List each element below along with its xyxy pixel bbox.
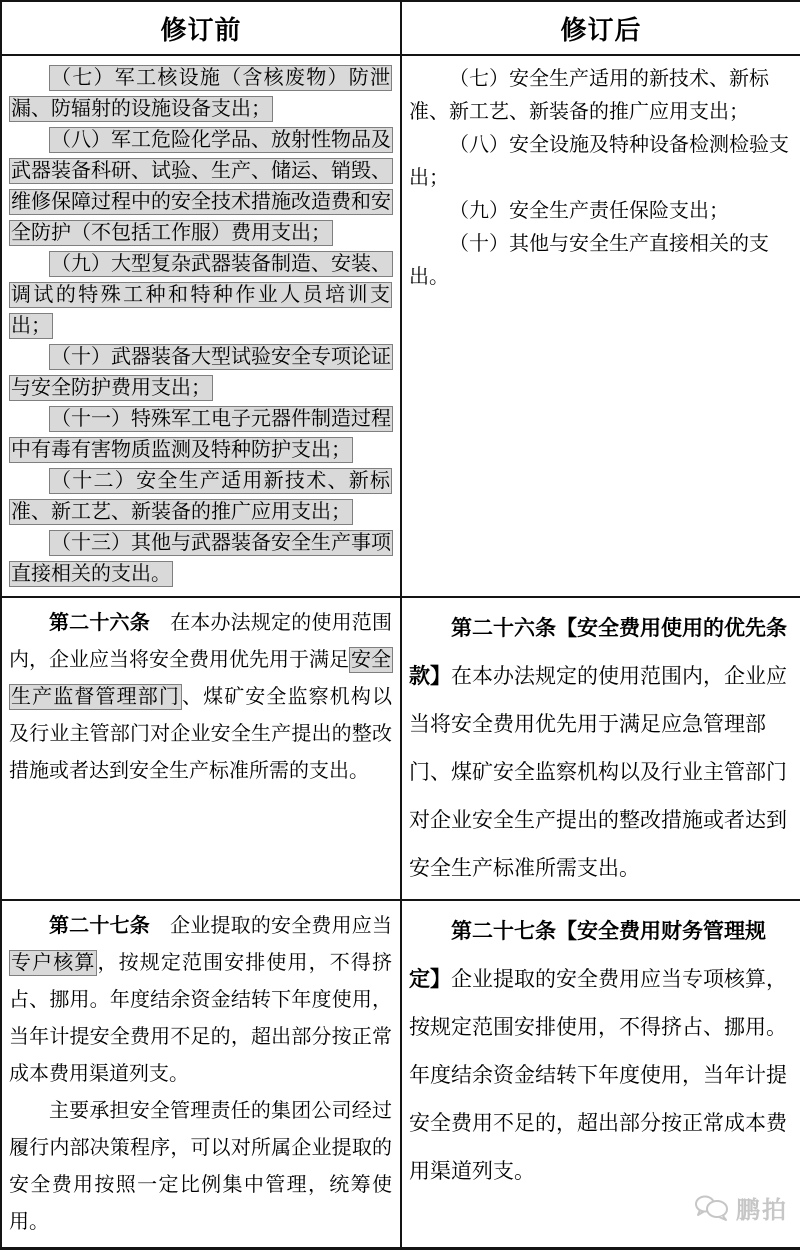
- paragraph: [409, 195, 792, 228]
- text-segment: 、煤矿安全监察机构以及行业主管部门对企业安全生产提出的整改措施或者达到安全生产标准所需的支出。: [9, 686, 393, 782]
- text-segment: ，按规定范围安排使用，不得挤占、挪用。年度结余资金结转下年度使用，当年计提安全费用不足的，超出部分按正常成本费用渠道列支。: [9, 952, 393, 1085]
- watermark-label: 鹏拍: [736, 1197, 788, 1224]
- paragraph: [409, 228, 792, 294]
- paragraph: [409, 63, 792, 129]
- text-segment: 在本办法规定的使用范围内，企业应当将安全费用优先用于满足: [9, 612, 392, 671]
- highlighted-text: （十二）安全生产适用新技术、新标准、新工艺、新装备的推广应用支出；: [11, 470, 390, 523]
- text-segment: （九）安全生产责任保险支出；: [449, 200, 729, 222]
- table-row: [1, 55, 800, 597]
- speech-bubbles-icon: [694, 1194, 730, 1222]
- text-segment: （八）安全设施及特种设备检测检验支出；: [409, 134, 789, 189]
- paragraph: [409, 129, 792, 195]
- highlighted-text: （十三）其他与武器装备安全生产事项直接相关的支出。: [11, 532, 391, 585]
- cell-row3-before: [1, 900, 401, 1249]
- highlighted-text: （八）军工危险化学品、放射性物品及武器装备科研、试验、生产、储运、销毁、维修保障过程中的安全技术措施改造费和安全防护（不包括工作服）费用支出；: [11, 129, 391, 244]
- paragraph: [9, 605, 392, 790]
- highlighted-text: （七）军工核设施（含核废物）防泄漏、防辐射的设施设备支出；: [11, 67, 390, 120]
- cell-row1-after: [401, 55, 800, 597]
- text-segment: 在本办法规定的使用范围内，企业应当将安全费用优先用于满足应急管理部门、煤矿安全监察机构以及行业主管部门对企业安全生产提出的整改措施或者达到安全生产标准所需支出。: [409, 665, 787, 880]
- paragraph: [409, 908, 792, 1196]
- paragraph: [9, 404, 392, 466]
- text-segment: 企业提取的安全费用应当: [149, 915, 392, 937]
- cell-row2-before: [1, 597, 401, 900]
- text-segment: （七）安全生产适用的新技术、新标准、新工艺、新装备的推广应用支出；: [409, 68, 769, 123]
- text-segment: 第二十六条: [49, 612, 150, 634]
- cell-row1-before: [1, 55, 401, 597]
- paragraph: [9, 908, 392, 1093]
- column-header-after: 修订后: [401, 1, 800, 55]
- text-segment: （十）其他与安全生产直接相关的支出。: [409, 233, 769, 288]
- paragraph: [9, 342, 392, 404]
- highlighted-text: （十一）特殊军工电子元器件制造过程中有毒有害物质监测及特种防护支出；: [11, 408, 391, 461]
- paragraph: [9, 249, 392, 342]
- cell-row2-after: [401, 597, 800, 900]
- paragraph: [9, 528, 392, 590]
- cell-row3-after: [401, 900, 800, 1249]
- column-header-before: 修订前: [1, 1, 401, 55]
- text-segment: 第二十六条【安全费用使用的优先条款】: [409, 617, 787, 688]
- highlighted-text: 专户核算: [11, 952, 96, 974]
- paragraph: [9, 466, 392, 528]
- text-segment: 企业提取的安全费用应当专项核算，按规定范围安排使用，不得挤占、挪用。年度结余资金结转下年度使用，当年计提安全费用不足的，超出部分按正常成本费用渠道列支。: [409, 968, 787, 1183]
- penpai-watermark: [694, 1190, 788, 1225]
- highlighted-text: （十）武器装备大型试验安全专项论证与安全防护费用支出；: [11, 346, 391, 399]
- text-segment: 主要承担安全管理责任的集团公司经过履行内部决策程序，可以对所属企业提取的安全费用按照一定比例集中管理，统筹使用。: [9, 1100, 392, 1233]
- highlighted-text: （九）大型复杂武器装备制造、安装、调试的特殊工种和特种作业人员培训支出；: [11, 253, 391, 337]
- text-segment: 第二十七条: [49, 915, 150, 937]
- paragraph: [9, 125, 392, 249]
- paragraph: [409, 605, 792, 893]
- table-row: [1, 597, 800, 900]
- header-row: [1, 1, 800, 55]
- table-row: [1, 900, 800, 1249]
- text-segment: 第二十七条【安全费用财务管理规定】: [409, 920, 766, 991]
- highlighted-text: 安全生产监督管理部门: [11, 649, 391, 708]
- paragraph: [9, 63, 392, 125]
